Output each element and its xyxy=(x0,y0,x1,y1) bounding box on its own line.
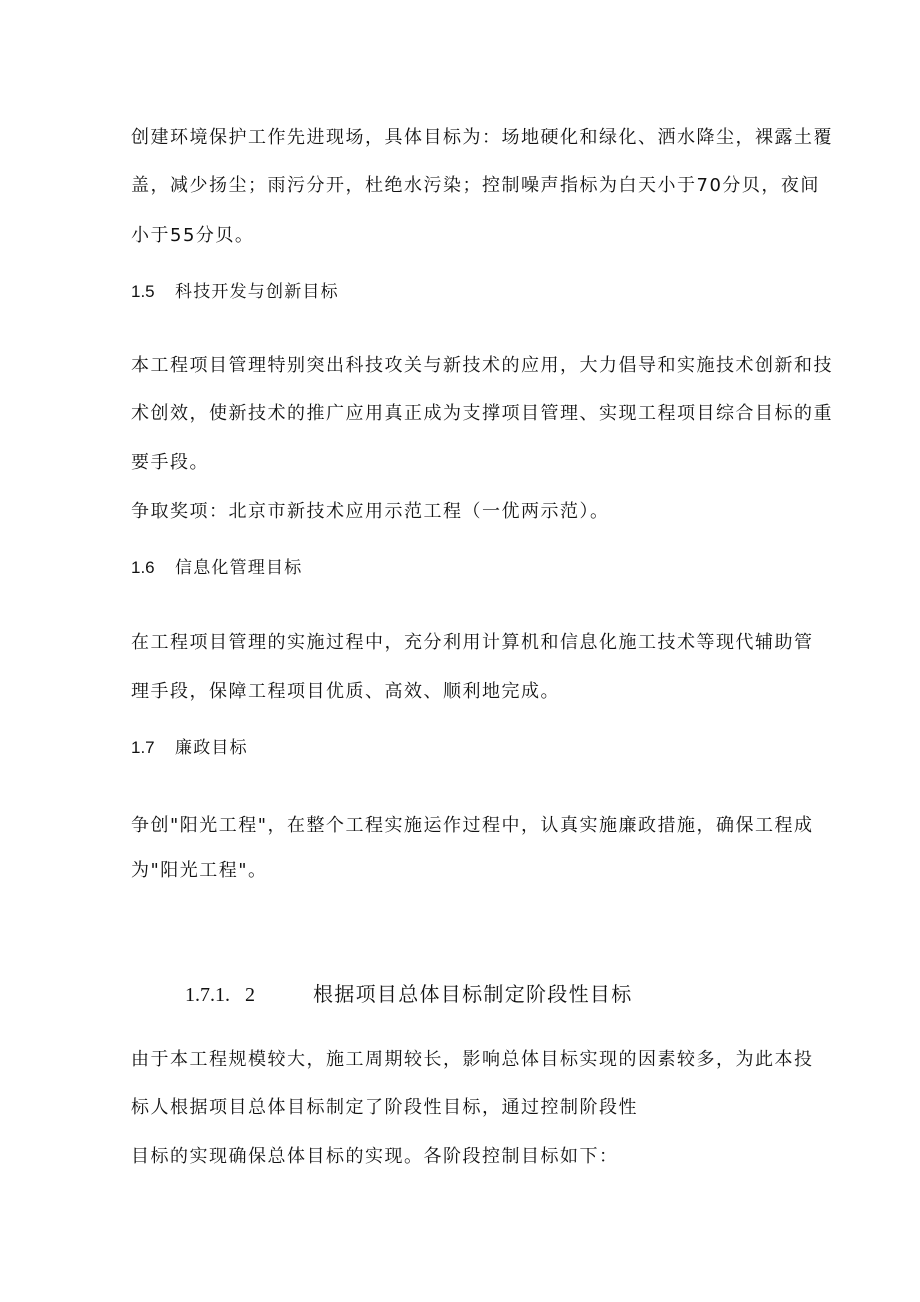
section-number: 1.7 xyxy=(131,738,155,757)
paragraph-line: 由于本工程规模较大，施工周期较长，影响总体目标实现的因素较多，为此本投 xyxy=(131,1049,814,1070)
section-heading-1-7 xyxy=(131,739,248,757)
section-title: 廉政目标 xyxy=(175,738,248,758)
paragraph-line: 标人根据项目总体目标制定了阶段性目标，通过控制阶段性 xyxy=(131,1097,638,1118)
paragraph-line: 小于55分贝。 xyxy=(131,225,255,246)
section-number: 1.7.1. 2 xyxy=(185,984,255,1006)
section-number: 1.6 xyxy=(131,558,155,577)
section-number: 1.5 xyxy=(131,282,155,301)
paragraph-line: 创建环境保护工作先进现场，具体目标为：场地硬化和绿化、洒水降尘，裸露土覆 xyxy=(131,127,833,148)
paragraph-line: 目标的实现确保总体目标的实现。各阶段控制目标如下： xyxy=(131,1146,619,1167)
paragraph-line: 理手段，保障工程项目优质、高效、顺利地完成。 xyxy=(131,681,560,702)
paragraph-line: 要手段。 xyxy=(131,452,209,473)
paragraph-line: 争取奖项：北京市新技术应用示范工程（一优两示范）。 xyxy=(131,501,610,522)
section-title: 信息化管理目标 xyxy=(175,558,303,578)
section-heading-1-7-1-2 xyxy=(185,984,633,1005)
paragraph-line: 争创"阳光工程"，在整个工程实施运作过程中，认真实施廉政措施，确保工程成 xyxy=(131,815,814,836)
paragraph-line: 盖，减少扬尘；雨污分开，杜绝水污染；控制噪声指标为白天小于70分贝，夜间 xyxy=(131,175,820,196)
paragraph-line: 术创效，使新技术的推广应用真正成为支撑项目管理、实现工程项目综合目标的重 xyxy=(131,403,833,424)
paragraph-line: 为"阳光工程"。 xyxy=(131,860,268,881)
section-heading-1-6 xyxy=(131,559,302,577)
section-title: 科技开发与创新目标 xyxy=(175,282,339,302)
paragraph-line: 在工程项目管理的实施过程中，充分利用计算机和信息化施工技术等现代辅助管 xyxy=(131,632,814,653)
section-heading-1-5 xyxy=(131,283,339,301)
paragraph-line: 本工程项目管理特别突出科技攻关与新技术的应用，大力倡导和实施技术创新和技 xyxy=(131,355,833,376)
section-title: 根据项目总体目标制定阶段性目标 xyxy=(313,982,633,1006)
